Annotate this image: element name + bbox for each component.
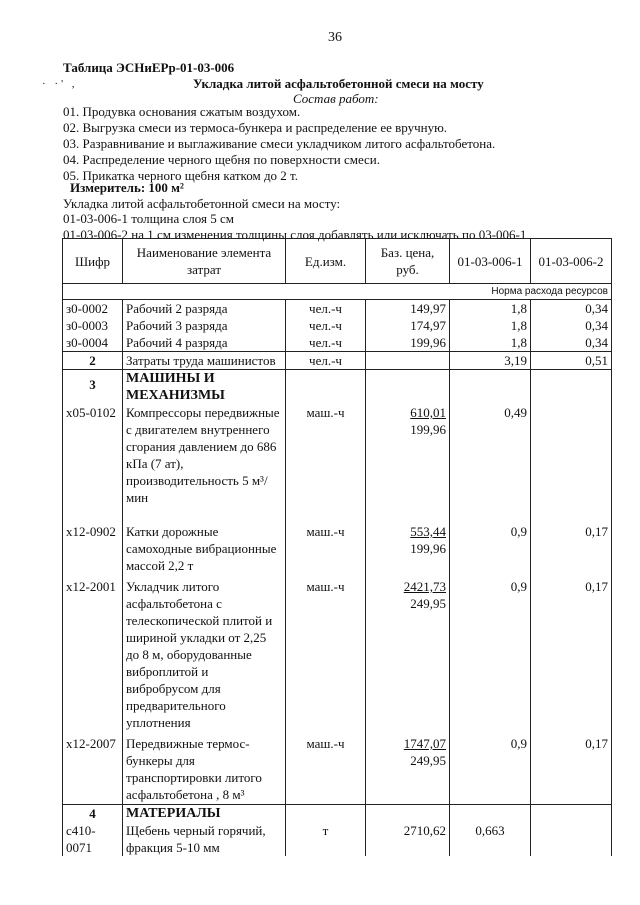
row-unit: маш.-ч: [286, 731, 366, 805]
row-code: х12-2001: [63, 574, 123, 731]
work-step: 05. Прикатка черного щебня катком до 2 т.: [63, 168, 299, 183]
norm-label: Норма расхода ресурсов: [63, 284, 612, 300]
table-row: [63, 731, 612, 805]
header-col1: 01-03-006-1: [450, 239, 531, 284]
section-title: МАТЕРИАЛЫ: [123, 805, 286, 823]
composition-heading: Состав работ:: [293, 91, 379, 106]
price-bottom: 199,96: [410, 541, 446, 556]
header-unit: Ед.изм.: [286, 239, 366, 284]
price-top: 2421,73: [403, 579, 446, 594]
row-value-2: 0,17: [531, 731, 612, 805]
row-value-1: 1,8: [450, 334, 531, 352]
row-name: Затраты труда машинистов: [123, 352, 286, 370]
machinists-row: [63, 352, 612, 370]
work-step: 02. Выгрузка смеси из термоса-бункера и распределение ее вручную.: [63, 120, 448, 135]
row-value-1: 3,19: [450, 352, 531, 370]
row-price: [366, 731, 450, 805]
price-top: 610,01: [410, 405, 446, 420]
variant-2: 01-03-006-2 на 1 см изменения толщины слоя добавлять или исключать по 03-006-1: [63, 227, 527, 242]
work-step: 01. Продувка основания сжатым воздухом.: [63, 104, 301, 119]
work-step: 04. Распределение черного щебня по поверхности смеси.: [63, 152, 381, 167]
row-name: Рабочий 4 разряда: [123, 334, 286, 352]
row-code: х05-0102: [63, 404, 123, 506]
price-bottom: 249,95: [410, 753, 446, 768]
row-unit: маш.-ч: [286, 404, 366, 506]
work-title: Укладка литой асфальтобетонной смеси на мосту: [193, 76, 484, 91]
table-row: [63, 822, 612, 856]
row-price: [366, 352, 450, 370]
norm-row: [63, 284, 612, 300]
row-value-2: [531, 404, 612, 506]
row-code: х12-0902: [63, 506, 123, 574]
header-code: Шифр: [63, 239, 123, 284]
row-name: Передвижные термос-бункеры для транспортировки литого асфальтобетона , 8 м³: [123, 731, 286, 805]
row-code: х12-2007: [63, 731, 123, 805]
row-name: Рабочий 2 разряда: [123, 300, 286, 318]
row-name: Катки дорожные самоходные вибрационные массой 2,2 т: [123, 506, 286, 574]
row-code: 2: [63, 352, 123, 370]
table-row: [63, 574, 612, 731]
section-row-materials: [63, 805, 612, 823]
row-value-1: 0,9: [450, 731, 531, 805]
table-id: Таблица ЭСНиЕРр-01-03-006: [63, 60, 235, 75]
work-step: 03. Разравнивание и выглаживание смеси укладчиком литого асфальтобетона.: [63, 136, 496, 151]
row-value-1: 0,9: [450, 574, 531, 731]
row-name: Укладчик литого асфальтобетона с телескопической плитой и шириной укладки от 2,25 до 8 м, оборудованные виброплитой и вибробрусом для предварительного уплотнения: [123, 574, 286, 731]
row-name: Рабочий 3 разряда: [123, 317, 286, 334]
table-row: [63, 404, 612, 506]
row-code: с410-0071: [63, 822, 123, 856]
stray-marks: · ·' ,: [42, 78, 78, 90]
row-unit: т: [286, 822, 366, 856]
intro-text: Укладка литой асфальтобетонной смеси на мосту:: [63, 196, 341, 211]
header-col2: 01-03-006-2: [531, 239, 612, 284]
price-bottom: 249,95: [410, 596, 446, 611]
work-steps: [63, 104, 495, 184]
price-top: 1747,07: [403, 736, 446, 751]
table-row: [63, 300, 612, 318]
resources-table: [62, 238, 612, 856]
row-unit: чел.-ч: [286, 352, 366, 370]
row-code: з0-0003: [63, 317, 123, 334]
price-top: 553,44: [410, 524, 446, 539]
row-price: [366, 574, 450, 731]
row-unit: маш.-ч: [286, 574, 366, 731]
row-price: 2710,62: [366, 822, 450, 856]
row-value-1: 1,8: [450, 317, 531, 334]
row-value-1: 0,663: [450, 822, 531, 856]
section-code: 4: [63, 805, 123, 823]
price-bottom: 199,96: [410, 422, 446, 437]
row-value-2: [531, 822, 612, 856]
row-price: [366, 506, 450, 574]
table-row: [63, 506, 612, 574]
row-value-2: 0,51: [531, 352, 612, 370]
row-unit: чел.-ч: [286, 317, 366, 334]
row-unit: чел.-ч: [286, 300, 366, 318]
row-value-2: 0,34: [531, 317, 612, 334]
row-price: [366, 404, 450, 506]
row-price: 149,97: [366, 300, 450, 318]
table-row: [63, 334, 612, 352]
header-name: Наименование элемента затрат: [123, 239, 286, 284]
row-value-1: 1,8: [450, 300, 531, 318]
row-value-2: 0,34: [531, 300, 612, 318]
section-title: МАШИНЫ И МЕХАНИЗМЫ: [123, 370, 286, 405]
table-row: [63, 317, 612, 334]
row-price: 199,96: [366, 334, 450, 352]
row-name: Компрессоры передвижные с двигателем внутреннего сгорания давлением до 686 кПа (7 ат), производительность 5 м³/мин: [123, 404, 286, 506]
section-row-machines: [63, 370, 612, 405]
row-value-2: 0,34: [531, 334, 612, 352]
row-price: 174,97: [366, 317, 450, 334]
row-code: з0-0004: [63, 334, 123, 352]
table-header-row: [63, 239, 612, 284]
measure-unit: Измеритель: 100 м²: [70, 180, 184, 195]
row-unit: чел.-ч: [286, 334, 366, 352]
row-value-2: 0,17: [531, 574, 612, 731]
header-price: Баз. цена, руб.: [366, 239, 450, 284]
row-value-1: 0,49: [450, 404, 531, 506]
row-unit: маш.-ч: [286, 506, 366, 574]
row-code: з0-0002: [63, 300, 123, 318]
section-code: 3: [63, 370, 123, 405]
variant-1: 01-03-006-1 толщина слоя 5 см: [63, 211, 234, 226]
row-value-2: 0,17: [531, 506, 612, 574]
row-name: Щебень черный горячий, фракция 5-10 мм: [123, 822, 286, 856]
row-value-1: 0,9: [450, 506, 531, 574]
page-number: 36: [328, 30, 342, 45]
